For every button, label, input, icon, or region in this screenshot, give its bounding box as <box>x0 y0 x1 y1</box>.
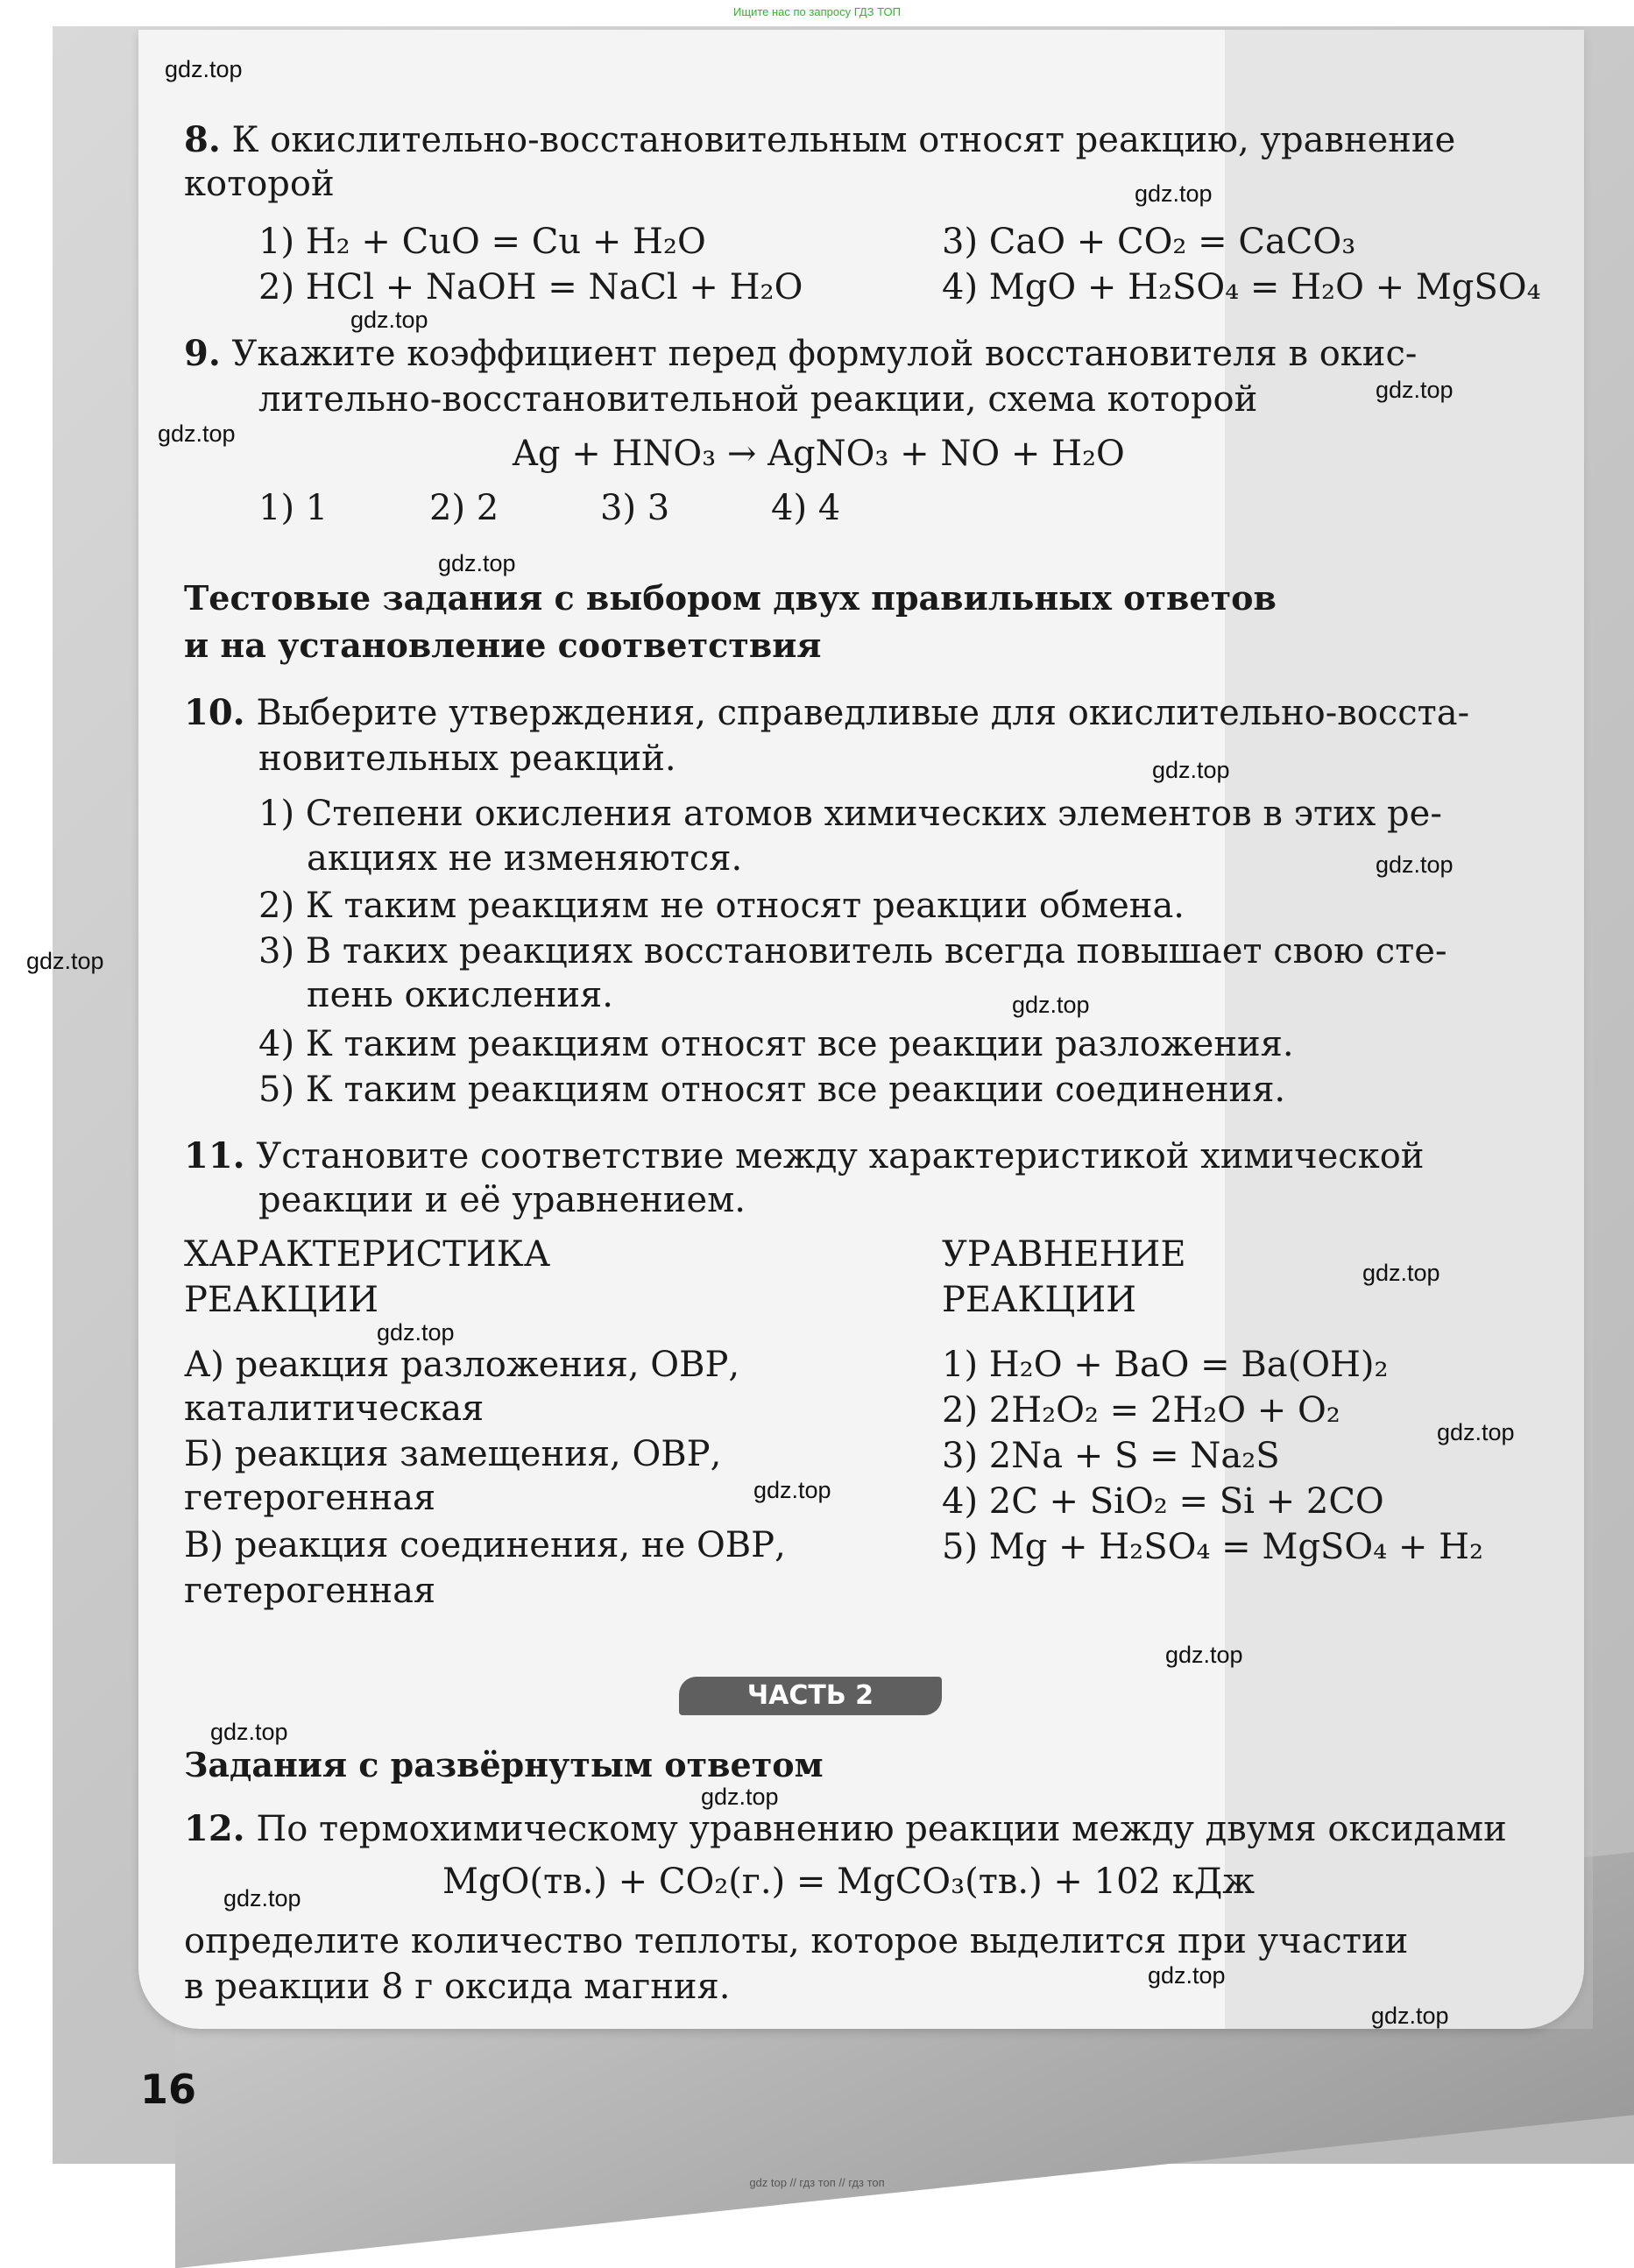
q12-line-3: в реакции 8 г оксида магния. <box>184 1967 731 2007</box>
watermark-text: gdz.top <box>377 1319 455 1346</box>
part-badge: ЧАСТЬ 2 <box>679 1677 942 1715</box>
watermark-text: gdz.top <box>350 307 428 333</box>
q11-right-4: 4) 2C + SiO₂ = Si + 2CO <box>942 1481 1384 1522</box>
watermark-text: gdz.top <box>753 1477 831 1503</box>
watermark-text: gdz.top <box>1165 1642 1243 1668</box>
q11-right-2: 2) 2H₂O₂ = 2H₂O + O₂ <box>942 1390 1340 1431</box>
watermark-text: gdz.top <box>158 420 236 447</box>
q11-left-a1: А) реакция разложения, ОВР, <box>184 1345 740 1385</box>
q12-line-2: определите количество теплоты, которое выделится при участии <box>184 1921 1409 1961</box>
watermark-text: gdz.top <box>223 1885 301 1911</box>
watermark-text: gdz.top <box>701 1784 779 1810</box>
q9-option-4: 4) 4 <box>771 488 841 528</box>
watermark-text: gdz.top <box>1148 1962 1226 1989</box>
watermark-text: gdz.top <box>1371 2003 1449 2029</box>
q10-statement-1a: 1) Степени окисления атомов химических элементов в этих ре- <box>258 794 1442 834</box>
q12-equation: MgO(тв.) + CO₂(г.) = MgCO₃(тв.) + 102 кДж <box>442 1862 1256 1902</box>
q10-statement-4: 4) К таким реакциям относят все реакции разложения. <box>258 1024 1294 1064</box>
q8-option-1: 1) H₂ + CuO = Cu + H₂O <box>258 222 706 262</box>
q11-right-1: 1) H₂O + BaO = Ba(OH)₂ <box>942 1345 1389 1385</box>
q11-left-a2: каталитическая <box>184 1388 485 1429</box>
watermark-text: gdz.top <box>1376 851 1454 878</box>
q11-line-2: реакции и её уравнением. <box>258 1180 746 1220</box>
q8-option-4: 4) MgO + H₂SO₄ = H₂O + MgSO₄ <box>942 267 1541 307</box>
q9-line-1: 9. Укажите коэффициент перед формулой восстановителя в окис- <box>184 333 1418 374</box>
q10-line-2: новительных реакций. <box>258 738 676 779</box>
q11-left-b1: Б) реакция замещения, ОВР, <box>184 1434 722 1474</box>
q8-option-2: 2) HCl + NaOH = NaCl + H₂O <box>258 267 803 307</box>
watermark-text: gdz.top <box>1152 757 1230 783</box>
q10-statement-3b: пень окисления. <box>307 975 613 1015</box>
q9-scheme: Ag + HNO₃ → AgNO₃ + NO + H₂O <box>513 434 1125 474</box>
page-number: 16 <box>140 2066 197 2113</box>
q11-right-3: 3) 2Na + S = Na₂S <box>942 1436 1280 1476</box>
q9-line-2: лительно-восстановительной реакции, схема которой <box>258 379 1258 420</box>
q10-line-1: 10. Выберите утверждения, справедливые для окислительно-восста- <box>184 692 1470 733</box>
q10-statement-3a: 3) В таких реакциях восстановитель всегда повышает свою сте- <box>258 931 1447 971</box>
watermark-text: gdz.top <box>26 948 104 974</box>
q9-option-1: 1) 1 <box>258 488 329 528</box>
q8-line-2: которой <box>184 164 335 204</box>
q10-statement-5: 5) К таким реакциям относят все реакции соединения. <box>258 1070 1286 1110</box>
watermark-text: gdz.top <box>1376 377 1454 403</box>
watermark-text: gdz.top <box>165 56 243 82</box>
q11-right-header-2: РЕАКЦИИ <box>942 1280 1137 1320</box>
section-heading-2: Задания с развёрнутым ответом <box>184 1745 824 1784</box>
bottom-banner: gdz top // гдз топ // гдз топ <box>749 2176 885 2189</box>
q10-statement-1b: акциях не изменяются. <box>307 838 743 879</box>
q11-right-5: 5) Mg + H₂SO₄ = MgSO₄ + H₂ <box>942 1527 1484 1567</box>
watermark-text: gdz.top <box>1135 180 1213 207</box>
q8-option-3: 3) CaO + CO₂ = CaCO₃ <box>942 222 1356 262</box>
q9-option-3: 3) 3 <box>600 488 670 528</box>
q11-line-1: 11. Установите соответствие между характеристикой химической <box>184 1135 1425 1176</box>
watermark-text: gdz.top <box>1362 1260 1440 1286</box>
top-banner: Ищите нас по запросу ГДЗ ТОП <box>733 5 901 18</box>
section-heading-1-line-2: и на установление соответствия <box>184 625 822 665</box>
q10-statement-2: 2) К таким реакциям не относят реакции обмена. <box>258 886 1185 926</box>
watermark-text: gdz.top <box>438 550 516 576</box>
q11-left-b2: гетерогенная <box>184 1478 436 1518</box>
q9-option-2: 2) 2 <box>429 488 499 528</box>
watermark-text: gdz.top <box>1012 992 1090 1018</box>
q11-right-header-1: УРАВНЕНИЕ <box>942 1234 1186 1275</box>
q11-left-c1: В) реакция соединения, не ОВР, <box>184 1525 786 1565</box>
q8-line-1: 8. К окислительно-восстановительным относят реакцию, уравнение <box>184 119 1456 160</box>
q11-left-header-1: ХАРАКТЕРИСТИКА <box>184 1234 551 1275</box>
q12-line-1: 12. По термохимическому уравнению реакции между двумя оксидами <box>184 1808 1507 1849</box>
watermark-text: gdz.top <box>1437 1419 1515 1445</box>
watermark-text: gdz.top <box>210 1719 288 1745</box>
section-heading-1-line-1: Тестовые задания с выбором двух правильных ответов <box>184 578 1277 618</box>
q11-left-header-2: РЕАКЦИИ <box>184 1280 379 1320</box>
q11-left-c2: гетерогенная <box>184 1571 436 1611</box>
